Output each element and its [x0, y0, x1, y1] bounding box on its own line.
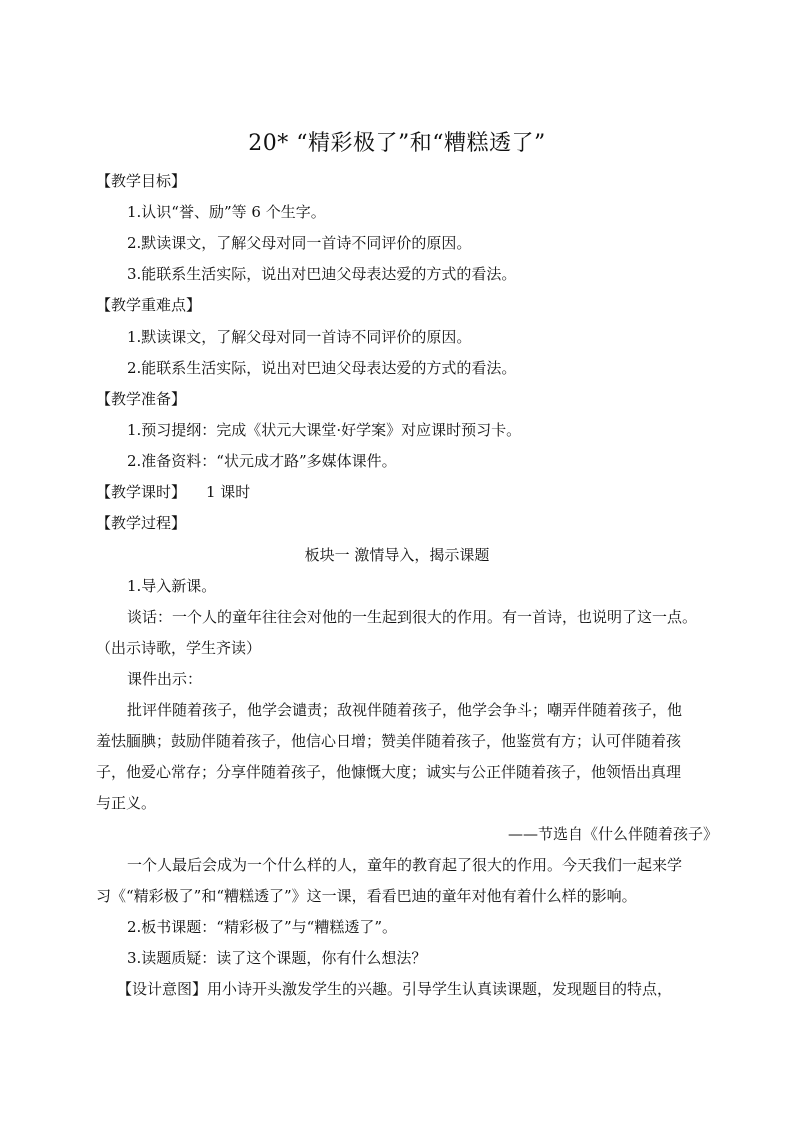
key-points-heading: 【教学重难点】 [96, 296, 202, 314]
step3: 3.读题质疑：读了这个课题，你有什么想法？ [127, 949, 427, 967]
objective-item: 2.默读课文，了解父母对同一首诗不同评价的原因。 [127, 234, 472, 252]
design-intent: 【设计意图】用小诗开头激发学生的兴趣。引导学生认真读课题，发现题目的特点， [117, 980, 673, 998]
process-heading: 【教学过程】 [96, 514, 187, 532]
block1-title: 板块一 激情导入，揭示课题 [304, 546, 490, 564]
key-point-item: 2.能联系生活实际，说出对巴迪父母表达爱的方式的看法。 [127, 359, 517, 377]
key-point-item: 1.默读课文，了解父母对同一首诗不同评价的原因。 [127, 328, 472, 346]
hours-heading: 【教学课时】 [96, 483, 187, 501]
talk-line: （出示诗歌，学生齐读） [96, 639, 262, 657]
lesson-title: 20* “精彩极了”和“糟糕透了” [248, 131, 546, 156]
courseware-label: 课件出示： [127, 670, 203, 688]
poem-line: 批评伴随着孩子，他学会谴责；敌视伴随着孩子，他学会争斗；嘲弄伴随着孩子，他 [127, 701, 683, 719]
summary-line: 习《“精彩极了”和“糟糕透了”》这一课，看看巴迪的童年对他有着什么样的影响。 [96, 887, 637, 905]
summary-line: 一个人最后会成为一个什么样的人，童年的教育起了很大的作用。今天我们一起来学 [127, 856, 683, 874]
step1: 1.导入新课。 [127, 577, 217, 595]
preparation-item: 2.准备资料：“状元成才路”多媒体课件。 [127, 452, 397, 470]
preparation-item: 1.预习提纲：完成《状元大课堂·好学案》对应课时预习卡。 [127, 421, 522, 439]
preparation-heading: 【教学准备】 [96, 390, 187, 408]
step2: 2.板书课题：“精彩极了”与“糟糕透了”。 [127, 918, 397, 936]
objective-item: 1.认识“誉、励”等 6 个生字。 [127, 203, 326, 221]
hours-value: 1 课时 [206, 483, 251, 501]
objectives-heading: 【教学目标】 [96, 172, 187, 190]
poem-line: 羞怯腼腆；鼓励伴随着孩子，他信心日增；赞美伴随着孩子，他鉴赏有方；认可伴随着孩 [96, 732, 682, 750]
talk-line: 谈话：一个人的童年往往会对他的一生起到很大的作用。有一首诗，也说明了这一点。 [127, 608, 698, 626]
poem-line: 与正义。 [96, 794, 157, 812]
poem-line: 子，他爱心常存；分享伴随着孩子，他慷慨大度；诚实与公正伴随着孩子，他领悟出真理 [96, 763, 682, 781]
poem-source: ——节选自《什么伴随着孩子》 [507, 825, 718, 843]
objective-item: 3.能联系生活实际，说出对巴迪父母表达爱的方式的看法。 [127, 265, 517, 283]
